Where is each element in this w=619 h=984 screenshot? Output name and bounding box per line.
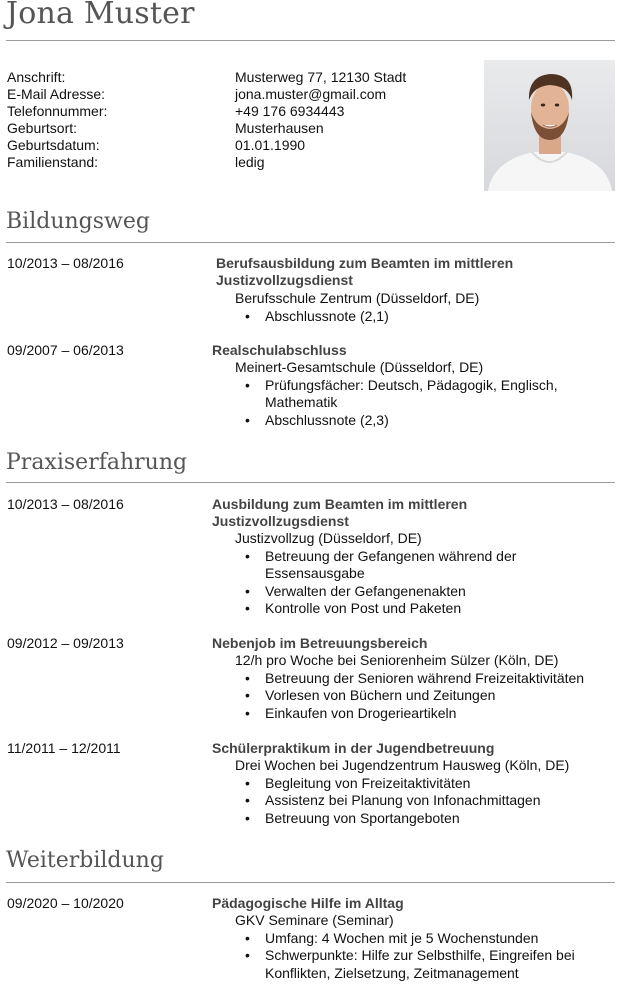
list-item: • Betreuung der Gefangenen während der Essensausgabe	[245, 548, 555, 583]
experience-2-employer: 12/h pro Woche bei Seniorenheim Sülzer (Köln, DE)	[235, 652, 559, 668]
experience-1-employer: Justizvollzug (Düsseldorf, DE)	[235, 530, 422, 546]
section-divider	[6, 482, 615, 483]
section-divider	[6, 242, 615, 243]
list-item: • Kontrolle von Post und Paketen	[245, 600, 555, 617]
education-2-details	[245, 377, 585, 429]
marital-status-value: ledig	[235, 154, 265, 170]
experience-3-details	[245, 775, 605, 827]
education-1-institution: Berufsschule Zentrum (Düsseldorf, DE)	[235, 290, 480, 306]
education-2-date: 09/2007 – 06/2013	[7, 342, 124, 358]
address-label: Anschrift:	[7, 69, 66, 85]
experience-2-date: 09/2012 – 09/2013	[7, 635, 124, 651]
education-1-details	[245, 308, 605, 325]
section-title-experience: Praxiserfahrung	[6, 450, 188, 475]
experience-1-details	[245, 548, 555, 618]
candidate-name: Jona Muster	[6, 0, 195, 31]
section-title-education: Bildungsweg	[6, 209, 150, 234]
phone-label: Telefonnummer:	[7, 103, 108, 119]
birthplace-label: Geburtsort:	[7, 120, 78, 136]
education-1-date: 10/2013 – 08/2016	[7, 255, 124, 271]
section-title-further-training: Weiterbildung	[6, 848, 164, 873]
list-item: • Schwerpunkte: Hilfe zur Selbsthilfe, Eingreifen bei Konflikten, Zielsetzung, Zeitmanagement	[245, 947, 605, 982]
experience-3-date: 11/2011 – 12/2011	[7, 740, 121, 756]
list-item: • Verwalten der Gefangenenakten	[245, 583, 555, 600]
list-item: • Assistenz bei Planung von Infonachmittagen	[245, 792, 605, 809]
address-value: Musterweg 77, 12130 Stadt	[235, 69, 407, 85]
birthdate-label: Geburtsdatum:	[7, 137, 100, 153]
list-item: • Umfang: 4 Wochen mit je 5 Wochenstunden	[245, 930, 605, 947]
experience-3-title: Schülerpraktikum in der Jugendbetreuung	[212, 740, 495, 756]
experience-1-title: Ausbildung zum Beamten im mittleren Justizvollzugsdienst	[212, 496, 468, 530]
experience-2-title: Nebenjob im Betreuungsbereich	[212, 635, 428, 651]
training-1-provider: GKV Seminare (Seminar)	[235, 912, 394, 928]
training-1-details	[245, 930, 605, 982]
list-item: • Prüfungsfächer: Deutsch, Pädagogik, Englisch, Mathematik	[245, 377, 585, 412]
email-label: E-Mail Adresse:	[7, 86, 106, 102]
section-divider	[6, 882, 615, 883]
list-item: • Einkaufen von Drogerieartikeln	[245, 705, 605, 722]
experience-2-details	[245, 670, 605, 722]
experience-1-date: 10/2013 – 08/2016	[7, 496, 124, 512]
experience-3-employer: Drei Wochen bei Jugendzentrum Hausweg (Köln, DE)	[235, 757, 570, 773]
list-item: • Abschlussnote (2,3)	[245, 412, 585, 429]
list-item: • Abschlussnote (2,1)	[245, 308, 605, 325]
phone-value: +49 176 6934443	[235, 103, 345, 119]
list-item: • Betreuung der Senioren während Freizeitaktivitäten	[245, 670, 605, 687]
birthplace-value: Musterhausen	[235, 120, 324, 136]
list-item: • Begleitung von Freizeitaktivitäten	[245, 775, 605, 792]
education-1-title: Berufsausbildung zum Beamten im mittleren Justizvollzugsdienst	[216, 255, 514, 289]
list-item: • Betreuung von Sportangeboten	[245, 810, 605, 827]
list-item: • Vorlesen von Büchern und Zeitungen	[245, 687, 605, 704]
birthdate-value: 01.01.1990	[235, 137, 306, 153]
training-1-date: 09/2020 – 10/2020	[7, 895, 124, 911]
marital-status-label: Familienstand:	[7, 154, 99, 170]
email-value: jona.muster@gmail.com	[235, 86, 387, 102]
education-2-institution: Meinert-Gesamtschule (Düsseldorf, DE)	[235, 359, 484, 375]
profile-photo	[484, 60, 615, 191]
education-2-title: Realschulabschluss	[212, 342, 347, 358]
header-divider	[6, 40, 615, 41]
training-1-title: Pädagogische Hilfe im Alltag	[212, 895, 404, 911]
